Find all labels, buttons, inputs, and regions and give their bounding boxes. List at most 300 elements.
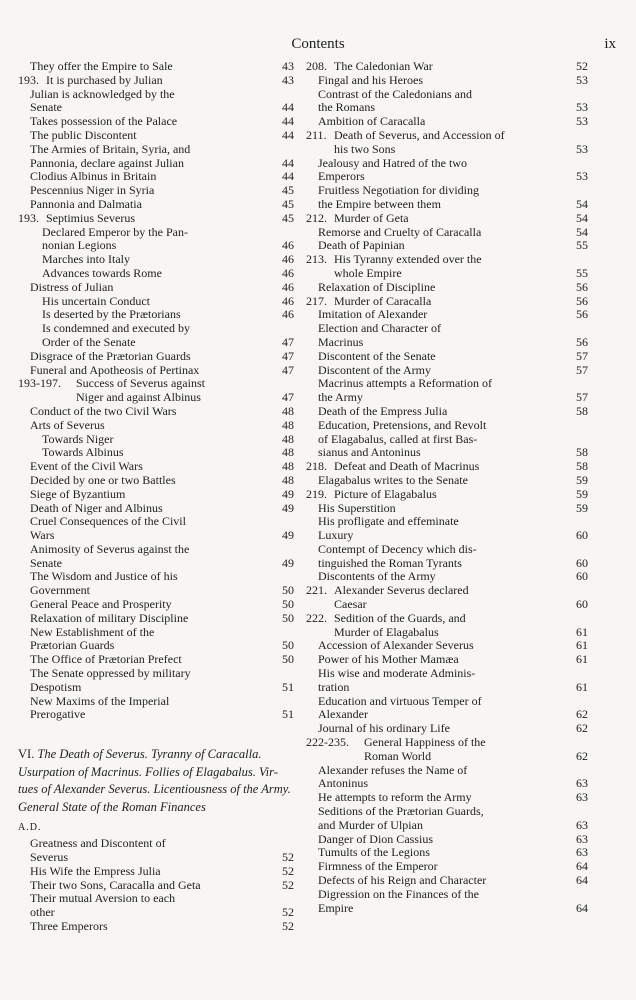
toc-entry-text: His Tyranny extended over the <box>334 252 482 267</box>
toc-entry-page: 52 <box>282 863 294 878</box>
toc-entry-text: Is deserted by the Prætorians <box>42 307 181 322</box>
toc-entry-year: 221. <box>306 583 327 598</box>
page-number: ix <box>604 36 616 52</box>
toc-entry-page: 50 <box>282 597 294 612</box>
toc-entry-page: 64 <box>576 900 588 915</box>
toc-entry <box>306 833 588 847</box>
toc-entry <box>306 322 588 350</box>
toc-entry <box>306 612 588 640</box>
toc-entry-text: Jealousy and Hatred of the two <box>318 155 467 170</box>
toc-entry-page: 62 <box>576 748 588 763</box>
toc-entry-page: 44 <box>282 169 294 184</box>
toc-entry-page: 48 <box>282 459 294 474</box>
toc-entry <box>18 419 294 433</box>
toc-entry-text: The Office of Prætorian Prefect <box>30 652 182 667</box>
toc-entry-text: Caesar <box>334 597 367 612</box>
toc-entry-text: Education, Pretensions, and Revolt <box>318 417 487 432</box>
toc-entry-text: It is purchased by Julian <box>46 72 163 87</box>
toc-entry-text: Murder of Elagabalus <box>334 624 439 639</box>
toc-entry-page: 49 <box>282 500 294 515</box>
toc-entry-text: Remorse and Cruelty of Caracalla <box>318 224 482 239</box>
toc-entry <box>18 115 294 129</box>
toc-entry <box>306 502 588 516</box>
toc-entry-year: 217. <box>306 293 327 308</box>
toc-entry-text: Towards Niger <box>42 431 114 446</box>
toc-entry-page: 53 <box>576 114 588 129</box>
toc-entry <box>306 736 588 764</box>
toc-entry <box>306 515 588 543</box>
toc-entry-text: Fruitless Negotiation for dividing <box>318 183 479 198</box>
toc-entry-text: Picture of Elagabalus <box>334 486 437 501</box>
toc-entry-text: Contrast of the Caledonians and <box>318 86 472 101</box>
toc-entry-text: Discontent of the Army <box>318 362 431 377</box>
toc-entry-page: 53 <box>576 169 588 184</box>
toc-entry-text: Is condemned and executed by <box>42 321 190 336</box>
toc-entry-text: The Armies of Britain, Syria, and <box>30 141 191 156</box>
toc-entry <box>18 295 294 309</box>
toc-entry-page: 60 <box>576 528 588 543</box>
toc-entry-text: Murder of Caracalla <box>334 293 432 308</box>
toc-entry-page: 53 <box>576 100 588 115</box>
toc-entry-text: and Murder of Ulpian <box>318 817 423 832</box>
toc-entry-year: 218. <box>306 459 327 474</box>
toc-entry-page: 62 <box>576 707 588 722</box>
toc-entry-text: Order of the Senate <box>42 334 136 349</box>
era-label: A.D. <box>18 822 42 834</box>
toc-entry-text: Roman World <box>364 748 432 763</box>
toc-entry <box>18 460 294 474</box>
toc-entry-text: tinguished the Roman Tyrants <box>318 555 462 570</box>
toc-entry-text: Declared Emperor by the Pan- <box>42 224 188 239</box>
toc-entry-page: 61 <box>576 624 588 639</box>
toc-entry <box>306 226 588 240</box>
toc-entry-page: 45 <box>282 196 294 211</box>
toc-entry <box>306 639 588 653</box>
toc-entry-year: 208. <box>306 59 327 73</box>
toc-entry-page: 54 <box>576 196 588 211</box>
toc-entry-text: His uncertain Conduct <box>42 293 150 308</box>
toc-entry-text: of Elagabalus, called at first Bas- <box>318 431 478 446</box>
toc-entry-page: 57 <box>576 390 588 405</box>
toc-entry <box>306 350 588 364</box>
toc-entry-text: other <box>30 905 55 920</box>
toc-entry-text: Discontents of the Army <box>318 569 436 584</box>
toc-entry-text: Distress of Julian <box>30 279 114 294</box>
toc-entry-text: Animosity of Severus against the <box>30 541 190 556</box>
toc-entry <box>18 143 294 171</box>
chapter-title-line: Usurpation of Macrinus. Follies of Elagabalus. Vir- <box>18 764 278 779</box>
toc-entry-text: General Peace and Prosperity <box>30 597 172 612</box>
toc-entry-page: 47 <box>282 390 294 405</box>
toc-entry <box>306 60 588 74</box>
toc-entry <box>306 791 588 805</box>
toc-entry <box>306 212 588 226</box>
toc-entry-year: 212. <box>306 210 327 225</box>
toc-entry <box>18 488 294 502</box>
toc-entry-text: Siege of Byzantium <box>30 486 126 501</box>
toc-entry-page: 58 <box>576 459 588 474</box>
toc-entry <box>18 474 294 488</box>
toc-entry-page: 52 <box>576 59 588 73</box>
toc-entry-page: 63 <box>576 790 588 805</box>
toc-entry-text: Marches into Italy <box>42 252 130 267</box>
toc-entry-text: Senate <box>30 555 62 570</box>
toc-entry-text: Advances towards Rome <box>42 265 162 280</box>
toc-entry-year: 211. <box>306 127 327 142</box>
toc-entry-page: 52 <box>282 905 294 920</box>
toc-entry <box>306 460 588 474</box>
chapter-number: VI. <box>18 747 35 762</box>
toc-entry-year: 222-235. <box>306 735 349 750</box>
toc-entry-page: 47 <box>282 334 294 349</box>
toc-entry-page: 59 <box>576 500 588 515</box>
toc-entry-page: 58 <box>576 445 588 460</box>
toc-entry-text: His wise and moderate Adminis- <box>318 666 476 681</box>
toc-entry-text: The public Discontent <box>30 127 137 142</box>
toc-entry-text: Success of Severus against <box>76 376 205 391</box>
toc-entry <box>18 226 294 254</box>
toc-entry-text: Macrinus attempts a Reformation of <box>318 376 492 391</box>
toc-entry <box>18 892 294 920</box>
toc-entry <box>18 212 294 226</box>
toc-entry <box>306 805 588 833</box>
toc-entry-page: 45 <box>282 210 294 225</box>
toc-entry-page: 46 <box>282 238 294 253</box>
toc-entry-page: 56 <box>576 334 588 349</box>
toc-entry-text: Elagabalus writes to the Senate <box>318 472 468 487</box>
toc-entry <box>306 364 588 378</box>
toc-entry-text: Firmness of the Emperor <box>318 859 438 874</box>
toc-entry-text: Accession of Alexander Severus <box>318 638 474 653</box>
toc-entry-page: 63 <box>576 817 588 832</box>
toc-entry <box>18 446 294 460</box>
toc-entry <box>306 239 588 253</box>
toc-entry <box>18 377 294 405</box>
toc-entry-text: Relaxation of Discipline <box>318 279 436 294</box>
toc-entry-text: Event of the Civil Wars <box>30 459 143 474</box>
toc-entry-page: 43 <box>282 59 294 73</box>
toc-entry-page: 50 <box>282 652 294 667</box>
toc-entry <box>306 281 588 295</box>
toc-entry-text: Election and Character of <box>318 321 441 336</box>
toc-entry-page: 61 <box>576 679 588 694</box>
toc-entry-text: Death of Severus, and Accession of <box>334 127 505 142</box>
toc-entry-text: They offer the Empire to Sale <box>30 59 173 73</box>
toc-entry-text: Seditions of the Prætorian Guards, <box>318 804 484 819</box>
toc-entry-text: Clodius Albinus in Britain <box>30 169 157 184</box>
toc-entry <box>306 846 588 860</box>
toc-entry-text: Severus <box>30 850 68 865</box>
toc-entry-text: Macrinus <box>318 334 364 349</box>
toc-entry-text: His profligate and effeminate <box>318 514 459 529</box>
toc-entry-text: Julian is acknowledged by the <box>30 86 175 101</box>
toc-entry-page: 48 <box>282 417 294 432</box>
toc-entry-text: the Romans <box>318 100 375 115</box>
toc-entry <box>306 377 588 405</box>
chapter-heading <box>18 746 294 816</box>
toc-entry-text: Prætorian Guards <box>30 638 115 653</box>
toc-entry <box>18 598 294 612</box>
toc-entry-page: 47 <box>282 348 294 363</box>
toc-entry-text: Decided by one or two Battles <box>30 472 176 487</box>
toc-entry-text: Pescennius Niger in Syria <box>30 183 155 198</box>
toc-entry-text: Arts of Severus <box>30 417 105 432</box>
toc-entry <box>18 433 294 447</box>
toc-entry-text: Death of Niger and Albinus <box>30 500 163 515</box>
toc-entry-page: 53 <box>576 72 588 87</box>
toc-entry-page: 63 <box>576 776 588 791</box>
toc-entry-page: 47 <box>282 362 294 377</box>
toc-entry-year: 219. <box>306 486 327 501</box>
toc-entry-page: 63 <box>576 831 588 846</box>
toc-entry-text: Niger and against Albinus <box>76 390 201 405</box>
toc-entry-text: Digression on the Finances of the <box>318 886 479 901</box>
toc-entry-text: The Wisdom and Justice of his <box>30 569 178 584</box>
toc-entry-text: Sedition of the Guards, and <box>334 610 466 625</box>
toc-entry <box>18 865 294 879</box>
toc-entry-year: 193. <box>18 72 39 87</box>
toc-entry-text: Relaxation of military Discipline <box>30 610 189 625</box>
toc-entry <box>306 888 588 916</box>
toc-entry-page: 50 <box>282 583 294 598</box>
toc-entry <box>18 88 294 116</box>
toc-entry <box>306 129 588 157</box>
toc-entry <box>18 322 294 350</box>
toc-entry-page: 49 <box>282 555 294 570</box>
toc-entry-page: 56 <box>576 293 588 308</box>
toc-entry <box>18 198 294 212</box>
toc-entry-page: 52 <box>282 850 294 865</box>
toc-entry-text: Education and virtuous Temper of <box>318 693 482 708</box>
toc-entry-text: Tumults of the Legions <box>318 845 430 860</box>
toc-entry-page: 46 <box>282 265 294 280</box>
toc-entry-text: Defeat and Death of Macrinus <box>334 459 480 474</box>
toc-entry <box>18 543 294 571</box>
toc-entry-page: 59 <box>576 472 588 487</box>
toc-entry <box>18 570 294 598</box>
toc-entry <box>18 626 294 654</box>
toc-entry-page: 59 <box>576 486 588 501</box>
toc-entry <box>18 405 294 419</box>
toc-entry-page: 60 <box>576 569 588 584</box>
contents-column-right <box>306 60 588 915</box>
toc-entry-text: Government <box>30 583 90 598</box>
chapter-title-line: General State of the Roman Finances <box>18 799 206 814</box>
toc-entry <box>18 502 294 516</box>
toc-entry <box>306 695 588 723</box>
toc-entry <box>306 184 588 212</box>
toc-entry-text: Journal of his ordinary Life <box>318 721 450 736</box>
toc-entry-text: Three Emperors <box>30 919 108 934</box>
toc-entry-page: 61 <box>576 638 588 653</box>
toc-entry-text: Power of his Mother Mamæa <box>318 652 459 667</box>
toc-entry-page: 57 <box>576 348 588 363</box>
toc-entry <box>18 837 294 865</box>
toc-entry <box>306 295 588 309</box>
toc-entry-text: Ambition of Caracalla <box>318 114 426 129</box>
toc-entry-page: 52 <box>282 877 294 892</box>
toc-entry-text: Cruel Consequences of the Civil <box>30 514 186 529</box>
toc-entry-text: Defects of his Reign and Character <box>318 873 487 888</box>
toc-entry-page: 43 <box>282 72 294 87</box>
toc-entry-text: Murder of Geta <box>334 210 409 225</box>
toc-entry-text: Alexander Severus declared <box>334 583 469 598</box>
toc-entry-text: Their mutual Aversion to each <box>30 891 176 906</box>
toc-entry-text: Alexander <box>318 707 368 722</box>
toc-entry-text: sianus and Antoninus <box>318 445 421 460</box>
toc-entry-page: 54 <box>576 210 588 225</box>
toc-entry-page: 44 <box>282 127 294 142</box>
right-entry-list <box>306 60 588 915</box>
toc-entry-text: Towards Albinus <box>42 445 124 460</box>
toc-entry-text: tration <box>318 679 350 694</box>
toc-entry-page: 52 <box>282 919 294 934</box>
toc-entry-year: 193-197. <box>18 376 61 391</box>
toc-entry-page: 53 <box>576 141 588 156</box>
toc-entry <box>18 129 294 143</box>
toc-entry <box>306 308 588 322</box>
contents-column-left <box>18 60 294 934</box>
toc-entry-text: whole Empire <box>334 265 402 280</box>
toc-entry-page: 50 <box>282 638 294 653</box>
left-entry-list-after <box>18 837 294 934</box>
toc-entry-year: 222. <box>306 610 327 625</box>
chapter-title-line: tues of Alexander Severus. Licentiousness of the Army. <box>18 782 291 797</box>
toc-entry-text: the Empire between them <box>318 196 441 211</box>
toc-entry-text: the Army <box>318 390 363 405</box>
toc-entry <box>18 920 294 934</box>
toc-entry-page: 51 <box>282 679 294 694</box>
toc-entry-page: 46 <box>282 307 294 322</box>
toc-entry-text: General Happiness of the <box>364 735 486 750</box>
toc-entry-text: Alexander refuses the Name of <box>318 762 468 777</box>
toc-entry-text: Danger of Dion Cassius <box>318 831 433 846</box>
toc-entry <box>18 695 294 723</box>
toc-entry-year: 193. <box>18 210 39 225</box>
toc-entry-text: Septimius Severus <box>46 210 135 225</box>
toc-entry <box>306 405 588 419</box>
toc-entry-text: His Superstition <box>318 500 396 515</box>
toc-entry <box>18 170 294 184</box>
toc-entry <box>18 364 294 378</box>
toc-entry <box>306 74 588 88</box>
toc-entry-page: 61 <box>576 652 588 667</box>
toc-entry-page: 57 <box>576 362 588 377</box>
toc-entry-text: Wars <box>30 528 55 543</box>
running-head-title: Contents <box>291 36 345 52</box>
toc-entry <box>18 267 294 281</box>
toc-entry <box>306 88 588 116</box>
toc-entry <box>18 281 294 295</box>
toc-entry <box>306 474 588 488</box>
toc-entry-text: Emperors <box>318 169 365 184</box>
toc-entry-page: 56 <box>576 307 588 322</box>
toc-entry-text: Funeral and Apotheosis of Pertinax <box>30 362 200 377</box>
toc-entry <box>18 515 294 543</box>
toc-entry-page: 48 <box>282 445 294 460</box>
toc-entry-text: Empire <box>318 900 354 915</box>
toc-entry-text: Disgrace of the Prætorian Guards <box>30 348 191 363</box>
toc-entry-text: Antoninus <box>318 776 369 791</box>
toc-entry <box>306 584 588 612</box>
toc-entry-text: Death of the Empress Julia <box>318 403 448 418</box>
toc-entry <box>18 74 294 88</box>
toc-entry-text: Death of Papinian <box>318 238 405 253</box>
toc-entry <box>306 764 588 792</box>
toc-entry-text: Pannonia and Dalmatia <box>30 196 142 211</box>
toc-entry <box>306 653 588 667</box>
toc-entry-text: Despotism <box>30 679 82 694</box>
toc-entry-text: New Establishment of the <box>30 624 155 639</box>
toc-entry-text: his two Sons <box>334 141 396 156</box>
toc-entry <box>18 350 294 364</box>
left-entry-list <box>18 60 294 722</box>
toc-entry-year: 213. <box>306 252 327 267</box>
toc-entry-text: New Maxims of the Imperial <box>30 693 170 708</box>
toc-entry <box>306 874 588 888</box>
toc-entry <box>18 879 294 893</box>
toc-entry-page: 48 <box>282 431 294 446</box>
toc-entry-text: The Caledonian War <box>334 59 433 73</box>
toc-entry-text: Contempt of Decency which dis- <box>318 541 477 556</box>
toc-entry-page: 46 <box>282 252 294 267</box>
toc-entry-page: 50 <box>282 610 294 625</box>
toc-entry <box>18 653 294 667</box>
toc-entry-page: 46 <box>282 279 294 294</box>
toc-entry <box>306 543 588 571</box>
toc-entry-page: 64 <box>576 859 588 874</box>
toc-entry-page: 51 <box>282 707 294 722</box>
toc-entry-text: Imitation of Alexander <box>318 307 428 322</box>
toc-entry <box>306 570 588 584</box>
toc-entry <box>306 860 588 874</box>
toc-entry-page: 44 <box>282 114 294 129</box>
toc-entry-page: 49 <box>282 528 294 543</box>
toc-entry-page: 56 <box>576 279 588 294</box>
toc-entry <box>306 157 588 185</box>
toc-entry-text: Fingal and his Heroes <box>318 72 423 87</box>
toc-entry-page: 60 <box>576 555 588 570</box>
toc-entry-text: Conduct of the two Civil Wars <box>30 403 177 418</box>
toc-entry <box>18 184 294 198</box>
toc-entry-page: 64 <box>576 873 588 888</box>
toc-entry-page: 62 <box>576 721 588 736</box>
toc-entry-page: 60 <box>576 597 588 612</box>
toc-entry-text: Prerogative <box>30 707 86 722</box>
toc-entry <box>18 308 294 322</box>
toc-entry <box>306 253 588 281</box>
toc-entry-text: He attempts to reform the Army <box>318 790 472 805</box>
toc-entry-text: Greatness and Discontent of <box>30 836 166 851</box>
toc-entry <box>306 115 588 129</box>
toc-entry-text: nonian Legions <box>42 238 117 253</box>
toc-entry-text: Senate <box>30 100 62 115</box>
toc-entry-page: 46 <box>282 293 294 308</box>
toc-entry <box>306 722 588 736</box>
chapter-title-line: The Death of Severus. Tyranny of Caracalla. <box>37 747 262 762</box>
toc-entry-page: 48 <box>282 472 294 487</box>
toc-entry-page: 48 <box>282 403 294 418</box>
toc-entry <box>18 60 294 74</box>
toc-entry-page: 44 <box>282 100 294 115</box>
toc-entry <box>18 612 294 626</box>
toc-entry-page: 49 <box>282 486 294 501</box>
toc-entry-text: The Senate oppressed by military <box>30 666 191 681</box>
toc-entry-page: 58 <box>576 403 588 418</box>
toc-entry <box>306 667 588 695</box>
toc-entry-text: Pannonia, declare against Julian <box>30 155 184 170</box>
toc-entry-page: 63 <box>576 845 588 860</box>
